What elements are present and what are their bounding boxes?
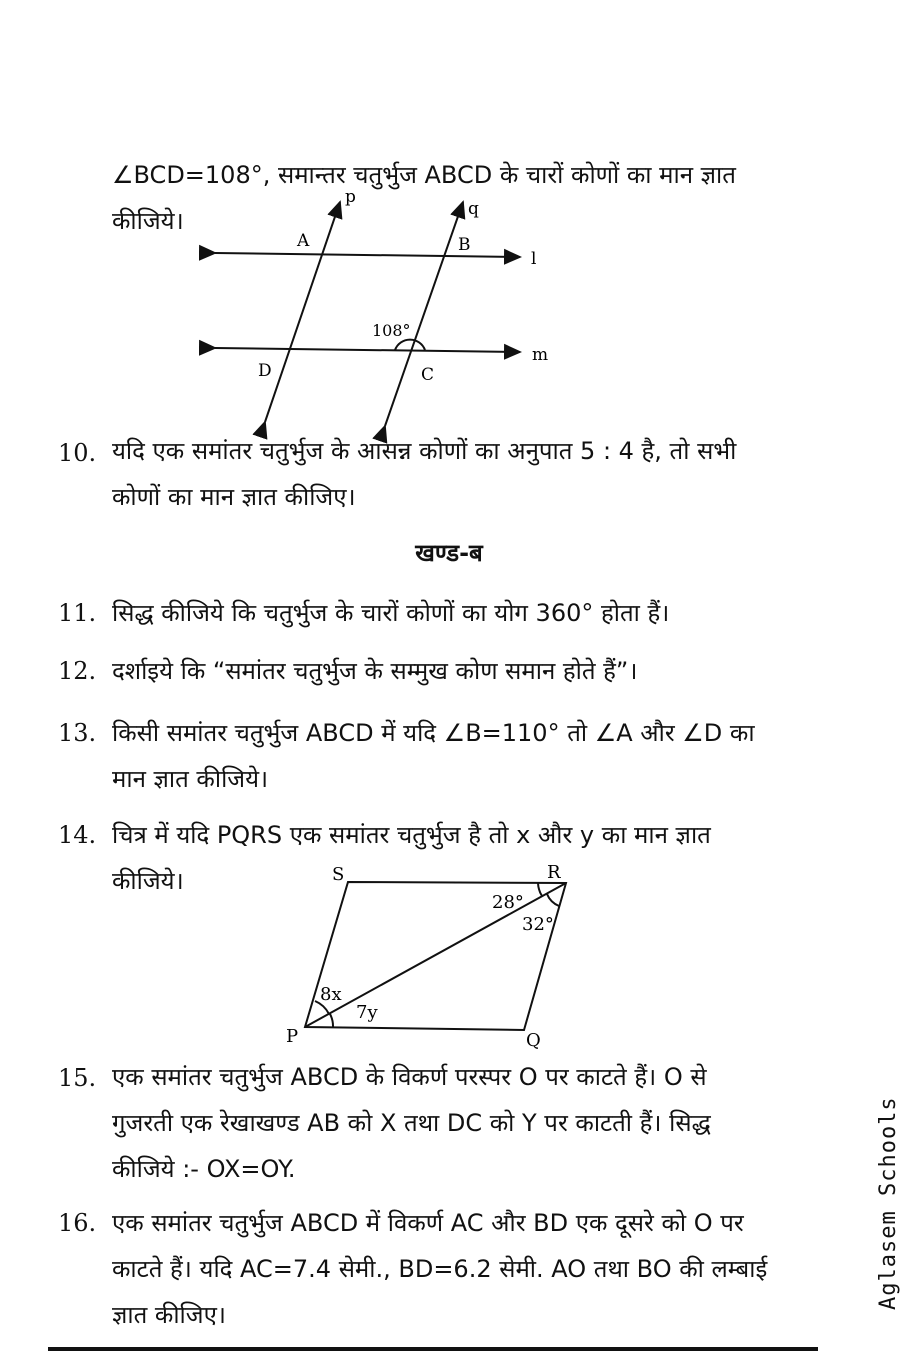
question-text: दर्शाइये कि “समांतर चतुर्भुज के सम्मुख कोण समान होते हैं”। [112,657,638,685]
label-angle-108: 108° [372,321,411,340]
angle-arc-R-2 [547,894,559,906]
label-m: m [532,345,549,365]
label-C: C [421,365,435,385]
line-l [215,253,520,257]
label-28: 28° [492,892,524,913]
angle-arc-R [538,883,542,896]
question-number: 11. [58,599,97,627]
question-number: 14. [58,821,97,849]
section-heading: खण्ड-ब [415,539,483,567]
figure-parallel-lines [195,187,565,430]
label-B: B [458,235,471,255]
label-p: p [345,187,356,207]
intro-line-2: कीजिये। [112,207,184,235]
label-7y: 7y [356,1002,378,1023]
question-number: 13. [58,719,97,747]
label-D: D [258,361,272,381]
question-text: चित्र में यदि PQRS एक समांतर चतुर्भुज है तो x और y का मान ज्ञात कीजिये। [112,821,711,895]
question-text: एक समांतर चतुर्भुज ABCD में विकर्ण AC और BD एक दूसरे को O पर काटते हैं। यदि AC=7.4 सेमी., BD=6.2 सेमी. AO तथा BO की लम्बाई ज्ञात कीजिए। [112,1209,768,1329]
label-l: l [531,249,537,269]
question-text: एक समांतर चतुर्भुज ABCD के विकर्ण परस्पर O पर काटते हैं। O से गुजरती एक रेखाखण्ड AB को X तथा DC को Y पर काटती हैं। सिद्ध कीजिये :- OX=OY. [112,1063,711,1183]
question-number: 12. [58,657,97,685]
label-32: 32° [522,914,554,935]
label-S: S [332,864,345,885]
label-8x: 8x [320,984,342,1005]
label-P: P [286,1026,299,1047]
angle-arc-P-2 [330,1014,333,1027]
question-number: 10. [58,439,97,467]
line-q [385,202,463,426]
angle-arc-108 [395,340,425,350]
watermark: Aglasem Schools [876,1096,901,1310]
intro-line-1: ∠BCD=108°, समान्तर चतुर्भुज ABCD के चारों कोणों का मान ज्ञात [112,161,736,189]
figure-parallelogram-pqrs [280,860,580,1055]
label-A: A [297,231,310,251]
label-R: R [547,862,561,883]
line-m [215,348,520,352]
label-Q: Q [526,1030,541,1051]
question-text: सिद्ध कीजिये कि चतुर्भुज के चारों कोणों का योग 360° होता हैं। [112,599,670,627]
question-number: 15. [58,1064,97,1092]
diagonal-PR [305,883,566,1027]
label-q: q [468,199,479,219]
bottom-rule [48,1347,818,1351]
question-text: यदि एक समांतर चतुर्भुज के आसन्न कोणों का अनुपात 5 : 4 है, तो सभी कोणों का मान ज्ञात कीजिए। [112,437,737,511]
question-number: 16. [58,1209,97,1237]
question-text: किसी समांतर चतुर्भुज ABCD में यदि ∠B=110° तो ∠A और ∠D का मान ज्ञात कीजिये। [112,719,755,793]
